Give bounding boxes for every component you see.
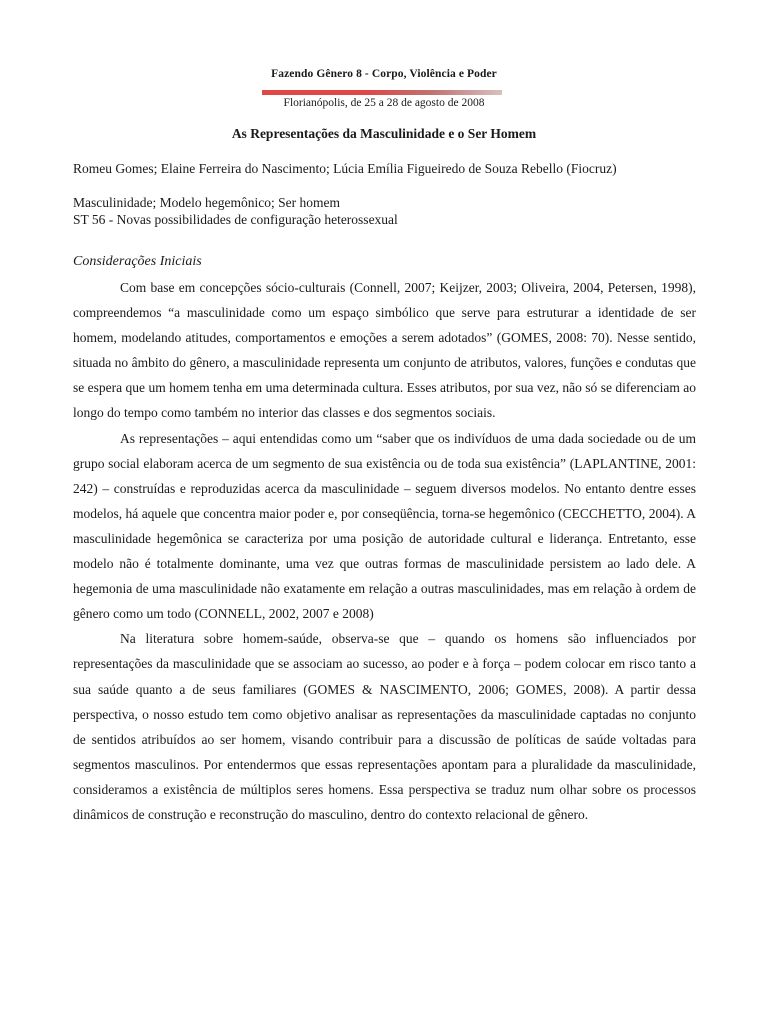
body-paragraph: As representações – aqui entendidas como um “saber que os indivíduos de uma dada sociedade ou de um grupo social elaboram acerca de um segmento de sua existência ou de toda sua existência” (LAPLANTINE, 2001: 242) – construídas e reproduzidas acerca da masculinidade – seguem diversos modelos. No entanto dentre esses modelos, há aquele que concentra maior poder e, por conseqüência, torna-se hegemônico (CECCHETTO, 2004). A masculinidade hegemônica se caracteriza por uma posição de autoridade cultural e liderança. Entretanto, esse modelo não é totalmente dominante, uma vez que outras formas de masculinidade persistem ao lado dele. A hegemonia de uma masculinidade não exatamente em relação a outras masculinidades, mas em relação à ordem de gênero como um todo (CONNELL, 2002, 2007 e 2008) (73, 430, 696, 622)
section-body (73, 275, 696, 827)
paper-title: As Representações da Masculinidade e o Ser Homem (231, 126, 537, 141)
body-paragraph: Com base em concepções sócio-culturais (Connell, 2007; Keijzer, 2003; Oliveira, 2004, Petersen, 1998), compreendemos “a masculinidade como um espaço simbólico que serve para estruturar a identidade de ser homem, modelando atitudes, comportamentos e emoções a serem adotados” (GOMES, 2008: 70). Nesse sentido, situada no âmbito do gênero, a masculinidade representa um conjunto de atributos, valores, funções e condutas que se espera que um homem tenha em uma determinada cultura. Esses atributos, por sua vez, não só se diferenciam ao longo do tempo como também no interior das classes e dos segmentos sociais. (73, 280, 696, 421)
section-heading: Considerações Iniciais (73, 254, 202, 269)
header-divider (262, 90, 502, 95)
paper-symposium: ST 56 - Novas possibilidades de configuração heterossexual (73, 212, 398, 227)
body-paragraph: Na literatura sobre homem-saúde, observa-se que – quando os homens são influenciados por representações da masculinidade que se associam ao sucesso, ao poder e à força – podem colocar em risco tanto a sua saúde quanto a de seus familiares (GOMES & NASCIMENTO, 2006; GOMES, 2008). A partir dessa perspectiva, o nosso estudo tem como objetivo analisar as representações da masculinidade captadas no conjunto de sentidos atribuídos ao ser homem, visando contribuir para a discussão de políticas de saúde voltadas para segmentos masculinos. Por entendermos que essas representações apontam para a pluralidade da masculinidade, consideramos a existência de múltiplos seres homens. Essa perspectiva se traduz num olhar sobre os processos dinâmicos de construção e reconstrução do masculino, dentro do contexto relacional de gênero. (73, 631, 696, 822)
event-date: Florianópolis, de 25 a 28 de agosto de 2008 (283, 97, 485, 109)
paper-authors: Romeu Gomes; Elaine Ferreira do Nascimento; Lúcia Emília Figueiredo de Souza Rebello (Fiocruz) (73, 161, 617, 176)
paper-keywords: Masculinidade; Modelo hegemônico; Ser homem (73, 195, 340, 210)
event-title: Fazendo Gênero 8 - Corpo, Violência e Poder (271, 68, 497, 80)
